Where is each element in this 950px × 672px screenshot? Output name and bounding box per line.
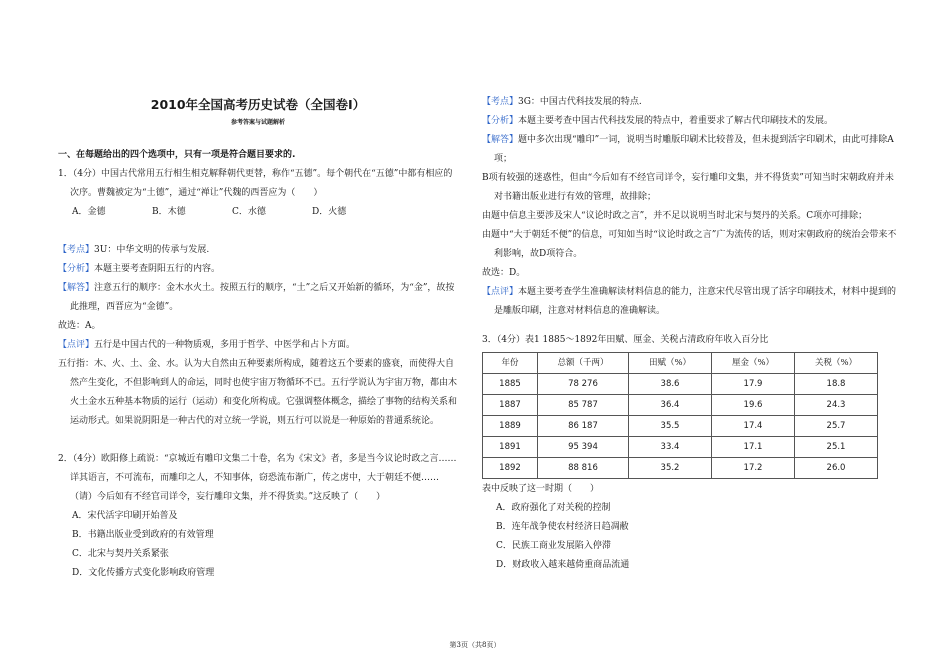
table-cell: 17.9 — [712, 374, 795, 395]
page-footer: 第3页（共8页） — [449, 641, 501, 649]
table-cell: 1887 — [483, 395, 538, 416]
table-header-cell: 田赋（%） — [629, 353, 712, 374]
table-header-cell: 厘金（%） — [712, 353, 795, 374]
q1-jieda-text: 注意五行的顺序：金木水火土。按照五行的顺序，“土”之后又开始新的循环，为“金”，故按此推理，西晋应为“金德”。 — [70, 283, 455, 312]
table-header-cell: 总额（千两） — [538, 353, 629, 374]
q2-jieda-c: 由题中信息主要涉及宋人“议论时政之言”，并不足以说明当时北宋与契丹的关系。C项亦可排除； — [482, 211, 868, 221]
table-cell: 1885 — [483, 374, 538, 395]
q2-dianping — [482, 283, 902, 321]
table-cell: 85 787 — [538, 395, 629, 416]
q3-option-c: C．民族工商业发展陷入停滞 — [496, 541, 611, 551]
q1-option-a: A．金德 — [72, 207, 106, 217]
table-cell: 88 816 — [538, 458, 629, 479]
q2-dianping-text: 本题主要考查学生准确解读材料信息的能力，注意宋代尽管出现了活字印刷技术，材料中提到的是雕版印刷，注意对材料信息的准确解读。 — [494, 287, 897, 316]
table-header-row — [483, 353, 878, 374]
table-cell: 33.4 — [629, 437, 712, 458]
table-cell: 25.1 — [795, 437, 878, 458]
q1-answer: 故选：A。 — [58, 321, 101, 331]
q2-jieda-d: 由题中“大于朝廷不便”的信息，可知如当时“议论时政之言”广为流传的话，则对宋朝政府的统治会带来不利影响，故D项符合。 — [482, 230, 897, 259]
q2-kaodian — [482, 93, 902, 112]
table-cell: 26.0 — [795, 458, 878, 479]
table-header-cell: 年份 — [483, 353, 538, 374]
q3-option-b: B．连年战争使农村经济日趋凋敝 — [496, 522, 629, 532]
q1-fenxi-tag: 【分析】 — [58, 264, 95, 274]
q1-stem: 1．（4分）中国古代常用五行相生相克解释朝代更替，称作“五德”。每个朝代在“五德”中都有相应的次序。曹魏被定为“土德”，通过“禅让”代魏的西晋应为（ ） — [58, 169, 453, 198]
q1-fenxi — [58, 260, 458, 279]
page-title: 2010年全国高考历史试卷（全国卷Ⅰ） — [150, 97, 366, 112]
table-cell: 17.1 — [712, 437, 795, 458]
q3-option-a: A．政府强化了对关税的控制 — [496, 503, 611, 513]
q1-kaodian-tag: 【考点】 — [58, 245, 95, 255]
table-header-cell: 关税（%） — [795, 353, 878, 374]
q3-option-d: D．财政收入越来越倚重商品流通 — [496, 560, 630, 570]
table-cell: 25.7 — [795, 416, 878, 437]
q1-jieda-tag: 【解答】 — [58, 283, 95, 293]
q2-jieda-tag: 【解答】 — [482, 135, 519, 145]
table-row — [483, 416, 878, 437]
q1-jieda — [58, 279, 458, 317]
q2-answer: 故选：D。 — [482, 268, 526, 278]
table-cell: 1889 — [483, 416, 538, 437]
table-cell: 78 276 — [538, 374, 629, 395]
table-row — [483, 395, 878, 416]
table-cell: 19.6 — [712, 395, 795, 416]
revenue-table — [482, 352, 878, 479]
q3-question: 表中反映了这一时期（ ） — [482, 484, 600, 494]
q1-fenxi-text: 本题主要考查阴阳五行的内容。 — [94, 264, 221, 274]
table-cell: 1892 — [483, 458, 538, 479]
right-column — [482, 93, 902, 575]
q1-option-b: B．木德 — [152, 207, 186, 217]
table-row — [483, 374, 878, 395]
q2-jieda — [482, 131, 902, 169]
q1-options — [58, 203, 458, 222]
table-row — [483, 437, 878, 458]
q1-kaodian-text: 3U：中华文明的传承与发展. — [94, 245, 210, 255]
table-cell: 24.3 — [795, 395, 878, 416]
q1-dianping-text: 五行是中国古代的一种物质观，多用于哲学、中医学和占卜方面。 — [94, 340, 356, 350]
page-subtitle: 参考答案与试题解析 — [230, 119, 285, 126]
table-cell: 17.2 — [712, 458, 795, 479]
q2-option-c: C．北宋与契丹关系紧张 — [72, 549, 169, 559]
q1-option-d: D．火德 — [312, 207, 347, 217]
table-cell: 18.8 — [795, 374, 878, 395]
table-cell: 35.2 — [629, 458, 712, 479]
q1-option-c: C．水德 — [232, 207, 266, 217]
table-cell: 38.6 — [629, 374, 712, 395]
q2-option-b: B．书籍出版业受到政府的有效管理 — [72, 530, 214, 540]
q1-dianping — [58, 336, 458, 355]
q1-dianping-tag: 【点评】 — [58, 340, 95, 350]
q2-kaodian-tag: 【考点】 — [482, 97, 519, 107]
table-cell: 35.5 — [629, 416, 712, 437]
q2-dianping-tag: 【点评】 — [482, 287, 519, 297]
table-row — [483, 458, 878, 479]
table-cell: 17.4 — [712, 416, 795, 437]
q1-extra: 五行指：木、火、土、金、水。认为大自然由五种要素所构成，随着这五个要素的盛衰，而使得大自然产生变化，不但影响到人的命运，同时也使宇宙万物循环不已。五行学说认为宇宙万物，都由木火土金水五种基本物质的运行（运动）和变化所构成。它强调整体概念，描绘了事物的结构关系和运动形式。如果说阴阳是一种古代的对立统一学说，则五行可以说是一种原始的普通系统论。 — [58, 359, 458, 426]
section-heading: 一、在每题给出的四个选项中，只有一项是符合题目要求的. — [58, 150, 296, 160]
q2-fenxi-text: 本题主要考查中国古代科技发展的特点中，着重要求了解古代印刷技术的发展。 — [518, 116, 834, 126]
q2-jieda-text: 题中多次出现“雕印”一词，说明当时雕版印刷术比较普及，但未提到活字印刷术，由此可排除A项； — [494, 135, 894, 164]
q2-fenxi-tag: 【分析】 — [482, 116, 519, 126]
q2-stem: 2．（4分）欧阳修上疏说：“京城近有雕印文集二十卷，名为《宋文》者，多是当今议论时政之言……详其语言，不可流布，而雕印之人，不知事体，窃恐流布渐广，传之虏中，大于朝廷不便……（请）今后如有不经官司详令，妄行雕印文集，并不得货卖。”这反映了（ ） — [58, 454, 457, 502]
q3-stem: 3．（4分）表1 1885～1892年田赋、厘金、关税占清政府年收入百分比 — [482, 335, 769, 345]
q2-option-a: A．宋代活字印刷开始普及 — [72, 511, 178, 521]
q1-kaodian — [58, 241, 458, 260]
table-cell: 1891 — [483, 437, 538, 458]
table-cell: 95 394 — [538, 437, 629, 458]
q2-jieda-b: B项有较强的迷惑性，但由“今后如有不经官司详令，妄行雕印文集，并不得货卖”可知当时宋朝政府并未对书籍出版业进行有效的管理，故排除； — [482, 173, 894, 202]
left-column — [58, 96, 458, 583]
table-cell: 86 187 — [538, 416, 629, 437]
q2-kaodian-text: 3G：中国古代科技发展的特点. — [518, 97, 642, 107]
table-cell: 36.4 — [629, 395, 712, 416]
q2-fenxi — [482, 112, 902, 131]
q2-option-d: D．文化传播方式变化影响政府管理 — [72, 568, 215, 578]
